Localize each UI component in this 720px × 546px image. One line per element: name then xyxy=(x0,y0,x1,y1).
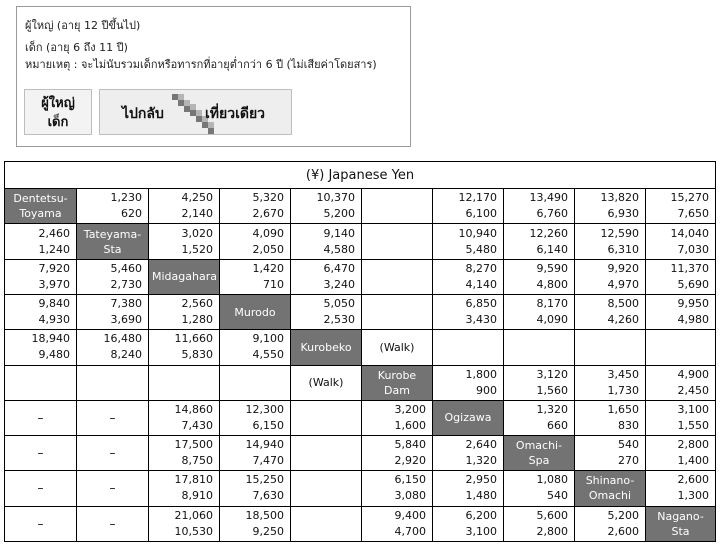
fare-cell xyxy=(575,224,646,259)
child-fare: 5,830 xyxy=(181,348,213,362)
adult-fare: 8,170 xyxy=(536,297,568,311)
empty-cell xyxy=(291,506,362,541)
child-fare: 8,750 xyxy=(181,454,213,468)
adult-fare: 8,270 xyxy=(465,261,497,275)
child-fare: 1,520 xyxy=(181,242,213,256)
fare-cell xyxy=(504,400,575,435)
fare-row xyxy=(5,436,716,471)
station-name-line: Tateyama- xyxy=(83,227,142,241)
child-fare: 830 xyxy=(618,418,639,432)
child-fare: 6,310 xyxy=(607,242,639,256)
adult-fare: 7,920 xyxy=(38,261,70,275)
adult-fare: 8,500 xyxy=(607,297,639,311)
empty-cell xyxy=(77,365,149,400)
fare-cell xyxy=(433,259,504,294)
fare-cell xyxy=(220,224,291,259)
child-fare: 6,760 xyxy=(536,207,568,221)
child-fare: 8,240 xyxy=(110,348,142,362)
fare-cell xyxy=(220,259,291,294)
child-fare: 2,530 xyxy=(323,313,355,327)
walk-cell: (Walk) xyxy=(291,365,362,400)
empty-cell xyxy=(504,330,575,365)
station-name-line: Toyama xyxy=(19,207,62,221)
adult-fare: 4,090 xyxy=(252,226,284,240)
empty-cell xyxy=(291,400,362,435)
fare-cell xyxy=(504,295,575,330)
child-fare: 3,970 xyxy=(38,277,70,291)
adult-fare: 11,370 xyxy=(670,261,710,275)
child-fare: 4,930 xyxy=(38,313,70,327)
fare-row xyxy=(5,189,716,224)
child-fare: 1,550 xyxy=(677,418,710,432)
adult-fare: 7,380 xyxy=(110,297,142,311)
adult-fare: 1,420 xyxy=(252,261,284,275)
adult-fare: 5,600 xyxy=(536,508,568,522)
adult-fare: 1,230 xyxy=(110,191,142,205)
station-label xyxy=(433,400,504,435)
adult-label: ผู้ใหญ่ xyxy=(41,96,75,111)
adult-fare: 12,590 xyxy=(600,226,639,240)
child-fare: 4,980 xyxy=(677,313,710,327)
adult-fare: 12,260 xyxy=(529,226,568,240)
adult-fare: 3,120 xyxy=(536,367,568,381)
fare-row xyxy=(5,224,716,259)
fare-cell xyxy=(5,224,77,259)
fare-cell xyxy=(646,189,716,224)
fare-cell xyxy=(291,224,362,259)
fare-cell xyxy=(646,471,716,506)
empty-cell xyxy=(433,330,504,365)
child-fare: 3,100 xyxy=(465,524,497,538)
no-service-cell: – xyxy=(5,506,77,541)
child-fare: 710 xyxy=(263,277,284,291)
fare-cell xyxy=(433,295,504,330)
child-fare: 620 xyxy=(121,207,142,221)
child-fare: 9,480 xyxy=(38,348,70,362)
child-fare: 2,140 xyxy=(181,207,213,221)
adult-fare: 13,820 xyxy=(600,191,639,205)
walk-cell: (Walk) xyxy=(362,330,433,365)
fare-cell xyxy=(646,295,716,330)
fare-cell xyxy=(433,365,504,400)
empty-cell xyxy=(5,365,77,400)
fare-row xyxy=(5,471,716,506)
child-fare: 7,030 xyxy=(677,242,710,256)
fare-cell xyxy=(646,224,716,259)
adult-fare: 9,590 xyxy=(536,261,568,275)
fare-cell xyxy=(433,436,504,471)
fare-cell xyxy=(220,506,291,541)
adult-fare: 18,940 xyxy=(31,332,70,346)
adult-fare: 16,480 xyxy=(103,332,142,346)
adult-fare: 11,660 xyxy=(174,332,213,346)
fare-cell xyxy=(77,189,149,224)
adult-fare: 9,400 xyxy=(394,508,426,522)
adult-fare: 14,860 xyxy=(174,402,213,416)
no-service-cell: – xyxy=(77,436,149,471)
remark-note: หมายเหตุ : จะไม่นับรวมเด็กหรือทารกที่อายุต่ำกว่า 6 ปี (ไม่เสียค่าโดยสาร) xyxy=(25,58,377,71)
fare-cell xyxy=(575,506,646,541)
adult-fare: 12,170 xyxy=(458,191,497,205)
adult-fare: 10,940 xyxy=(458,226,497,240)
adult-fare: 3,020 xyxy=(181,226,213,240)
fare-cell xyxy=(433,224,504,259)
adult-fare: 5,050 xyxy=(323,297,355,311)
currency-header: (¥) Japanese Yen xyxy=(5,162,716,189)
adult-fare: 13,490 xyxy=(529,191,568,205)
fare-cell xyxy=(362,471,433,506)
child-fare: 4,970 xyxy=(607,277,639,291)
empty-cell xyxy=(362,295,433,330)
child-fare: 8,910 xyxy=(181,489,213,503)
no-service-cell: – xyxy=(77,400,149,435)
fare-cell xyxy=(149,330,220,365)
child-fare: 2,920 xyxy=(394,454,426,468)
station-name-line: Omachi xyxy=(588,489,632,503)
adult-fare: 1,800 xyxy=(465,367,497,381)
child-fare: 1,240 xyxy=(38,242,70,256)
child-fare: 7,430 xyxy=(181,418,213,432)
adult-fare: 9,100 xyxy=(252,332,284,346)
child-fare: 2,600 xyxy=(607,524,639,538)
child-fare: 3,690 xyxy=(110,313,142,327)
child-fare: 10,530 xyxy=(174,524,213,538)
adult-fare: 6,150 xyxy=(394,473,426,487)
fare-cell xyxy=(575,189,646,224)
child-fare: 3,080 xyxy=(394,489,426,503)
fare-legend xyxy=(16,6,411,147)
fare-cell xyxy=(433,506,504,541)
adult-fare: 540 xyxy=(618,438,639,452)
fare-cell xyxy=(149,189,220,224)
fare-cell xyxy=(575,259,646,294)
adult-fare: 5,320 xyxy=(252,191,284,205)
child-fare: 1,600 xyxy=(394,418,426,432)
station-label xyxy=(291,330,362,365)
adult-fare: 21,060 xyxy=(174,508,213,522)
adult-fare: 15,250 xyxy=(245,473,284,487)
child-fare: 5,480 xyxy=(465,242,497,256)
child-age-note: เด็ก (อายุ 6 ถึง 11 ปี) xyxy=(25,41,128,54)
station-label xyxy=(575,471,646,506)
fare-cell xyxy=(5,330,77,365)
station-name-line: Omachi-Spa xyxy=(515,439,563,468)
fare-cell xyxy=(149,295,220,330)
fare-cell xyxy=(646,400,716,435)
no-service-cell: – xyxy=(77,471,149,506)
station-name-line: Sta xyxy=(103,242,122,256)
child-fare: 6,100 xyxy=(465,207,497,221)
child-fare: 270 xyxy=(618,454,639,468)
station-name-line: Nagano- xyxy=(657,509,704,523)
fare-cell xyxy=(220,471,291,506)
fare-cell xyxy=(77,330,149,365)
child-fare: 1,400 xyxy=(677,454,710,468)
station-label xyxy=(77,224,149,259)
fare-cell xyxy=(646,259,716,294)
adult-fare: 4,250 xyxy=(181,191,213,205)
fare-cell xyxy=(77,295,149,330)
fare-cell xyxy=(5,259,77,294)
fare-cell xyxy=(362,400,433,435)
child-fare: 540 xyxy=(547,489,568,503)
adult-fare: 10,370 xyxy=(316,191,355,205)
child-fare: 660 xyxy=(547,418,568,432)
adult-fare: 12,300 xyxy=(245,402,284,416)
no-service-cell: – xyxy=(5,436,77,471)
station-name-line: Midagahara xyxy=(152,270,217,284)
adult-fare: 6,850 xyxy=(465,297,497,311)
fare-cell xyxy=(77,259,149,294)
child-fare: 2,670 xyxy=(252,207,284,221)
child-fare: 900 xyxy=(476,383,497,397)
child-fare: 5,200 xyxy=(323,207,355,221)
station-name-line: Shinano- xyxy=(585,474,635,488)
child-fare: 4,580 xyxy=(323,242,355,256)
fare-row xyxy=(5,330,716,365)
fare-cell xyxy=(149,506,220,541)
adult-fare: 2,600 xyxy=(677,473,710,487)
child-label: เด็ก xyxy=(47,115,69,130)
adult-age-note: ผู้ใหญ่ (อายุ 12 ปีขึ้นไป) xyxy=(25,19,141,32)
currency-header-row xyxy=(5,162,716,189)
empty-cell xyxy=(220,365,291,400)
fare-cell xyxy=(504,365,575,400)
child-fare: 4,090 xyxy=(536,313,568,327)
child-fare: 2,450 xyxy=(677,383,710,397)
round-trip-label: ไปกลับ xyxy=(122,106,164,122)
fare-cell xyxy=(504,259,575,294)
station-label xyxy=(149,259,220,294)
fare-cell xyxy=(504,506,575,541)
empty-cell xyxy=(291,471,362,506)
child-fare: 1,320 xyxy=(465,454,497,468)
adult-fare: 2,800 xyxy=(677,438,710,452)
child-fare: 6,930 xyxy=(607,207,639,221)
fare-cell xyxy=(220,400,291,435)
fare-row xyxy=(5,259,716,294)
station-label xyxy=(5,189,77,224)
fare-cell xyxy=(362,436,433,471)
trip-type-toggle[interactable] xyxy=(99,89,292,135)
adult-fare: 9,950 xyxy=(677,297,710,311)
station-name-line: Kurobeko xyxy=(300,340,352,354)
fare-cell xyxy=(504,224,575,259)
adult-fare: 9,920 xyxy=(607,261,639,275)
adult-fare: 3,450 xyxy=(607,367,639,381)
adult-fare: 1,080 xyxy=(536,473,568,487)
adult-fare: 5,840 xyxy=(394,438,426,452)
station-label xyxy=(646,506,716,541)
no-service-cell: – xyxy=(5,471,77,506)
fare-cell xyxy=(646,436,716,471)
empty-cell xyxy=(362,224,433,259)
child-fare: 1,560 xyxy=(536,383,568,397)
adult-fare: 9,140 xyxy=(323,226,355,240)
fare-cell xyxy=(291,295,362,330)
adult-fare: 3,200 xyxy=(394,402,426,416)
child-fare: 1,280 xyxy=(181,313,213,327)
adult-fare: 5,200 xyxy=(607,508,639,522)
station-name-line: Sta xyxy=(671,524,690,538)
station-name-line: Dentetsu- xyxy=(13,192,68,206)
child-fare: 7,630 xyxy=(252,489,284,503)
adult-fare: 2,950 xyxy=(465,473,497,487)
child-fare: 4,550 xyxy=(252,348,284,362)
adult-fare: 1,320 xyxy=(536,402,568,416)
empty-cell xyxy=(291,436,362,471)
adult-fare: 4,900 xyxy=(677,367,710,381)
adult-fare: 6,200 xyxy=(465,508,497,522)
adult-fare: 17,810 xyxy=(174,473,213,487)
fare-cell xyxy=(504,189,575,224)
child-fare: 3,240 xyxy=(323,277,355,291)
child-fare: 2,800 xyxy=(536,524,568,538)
fare-cell xyxy=(149,471,220,506)
child-fare: 4,800 xyxy=(536,277,568,291)
station-name-line: Kurobe Dam xyxy=(377,368,417,397)
fare-row xyxy=(5,365,716,400)
fare-cell xyxy=(433,189,504,224)
adult-fare: 2,640 xyxy=(465,438,497,452)
child-fare: 4,700 xyxy=(394,524,426,538)
empty-cell xyxy=(149,365,220,400)
adult-fare: 2,560 xyxy=(181,297,213,311)
empty-cell xyxy=(362,259,433,294)
child-fare: 7,650 xyxy=(677,207,710,221)
adult-fare: 6,470 xyxy=(323,261,355,275)
fare-cell xyxy=(291,259,362,294)
fare-cell xyxy=(433,471,504,506)
adult-fare: 15,270 xyxy=(670,191,710,205)
adult-fare: 18,500 xyxy=(245,508,284,522)
adult-fare: 2,460 xyxy=(38,226,70,240)
station-label xyxy=(220,295,291,330)
fare-cell xyxy=(575,400,646,435)
fare-cell xyxy=(220,330,291,365)
fare-cell xyxy=(646,365,716,400)
empty-cell xyxy=(362,189,433,224)
fare-cell xyxy=(362,506,433,541)
station-name-line: Murodo xyxy=(234,305,276,319)
empty-cell xyxy=(646,330,716,365)
station-label xyxy=(362,365,433,400)
child-fare: 5,690 xyxy=(677,277,710,291)
child-fare: 4,260 xyxy=(607,313,639,327)
fare-cell xyxy=(575,295,646,330)
one-way-label: เที่ยวเดียว xyxy=(205,106,266,122)
fare-cell xyxy=(575,436,646,471)
adult-fare: 14,940 xyxy=(245,438,284,452)
fare-cell xyxy=(575,365,646,400)
fare-type-button[interactable] xyxy=(24,89,92,135)
child-fare: 2,730 xyxy=(110,277,142,291)
child-fare: 1,730 xyxy=(607,383,639,397)
child-fare: 4,140 xyxy=(465,277,497,291)
adult-fare: 1,650 xyxy=(607,402,639,416)
station-label xyxy=(504,436,575,471)
fare-table xyxy=(4,161,716,542)
fare-cell xyxy=(220,189,291,224)
child-fare: 9,250 xyxy=(252,524,284,538)
child-fare: 6,140 xyxy=(536,242,568,256)
child-fare: 1,300 xyxy=(677,489,710,503)
fare-cell xyxy=(149,224,220,259)
no-service-cell: – xyxy=(77,506,149,541)
fare-row xyxy=(5,295,716,330)
child-fare: 3,430 xyxy=(465,313,497,327)
adult-fare: 5,460 xyxy=(110,261,142,275)
adult-fare: 14,040 xyxy=(670,226,710,240)
fare-cell xyxy=(5,295,77,330)
fare-cell xyxy=(504,471,575,506)
child-fare: 6,150 xyxy=(252,418,284,432)
adult-fare: 9,840 xyxy=(38,297,70,311)
station-name-line: Ogizawa xyxy=(444,411,492,425)
fare-cell xyxy=(291,189,362,224)
fare-cell xyxy=(149,436,220,471)
adult-fare: 3,100 xyxy=(677,402,710,416)
child-fare: 1,480 xyxy=(465,489,497,503)
fare-cell xyxy=(220,436,291,471)
empty-cell xyxy=(575,330,646,365)
child-fare: 7,470 xyxy=(252,454,284,468)
fare-cell xyxy=(149,400,220,435)
adult-fare: 17,500 xyxy=(174,438,213,452)
child-fare: 2,050 xyxy=(252,242,284,256)
fare-row xyxy=(5,506,716,541)
fare-row xyxy=(5,400,716,435)
no-service-cell: – xyxy=(5,400,77,435)
